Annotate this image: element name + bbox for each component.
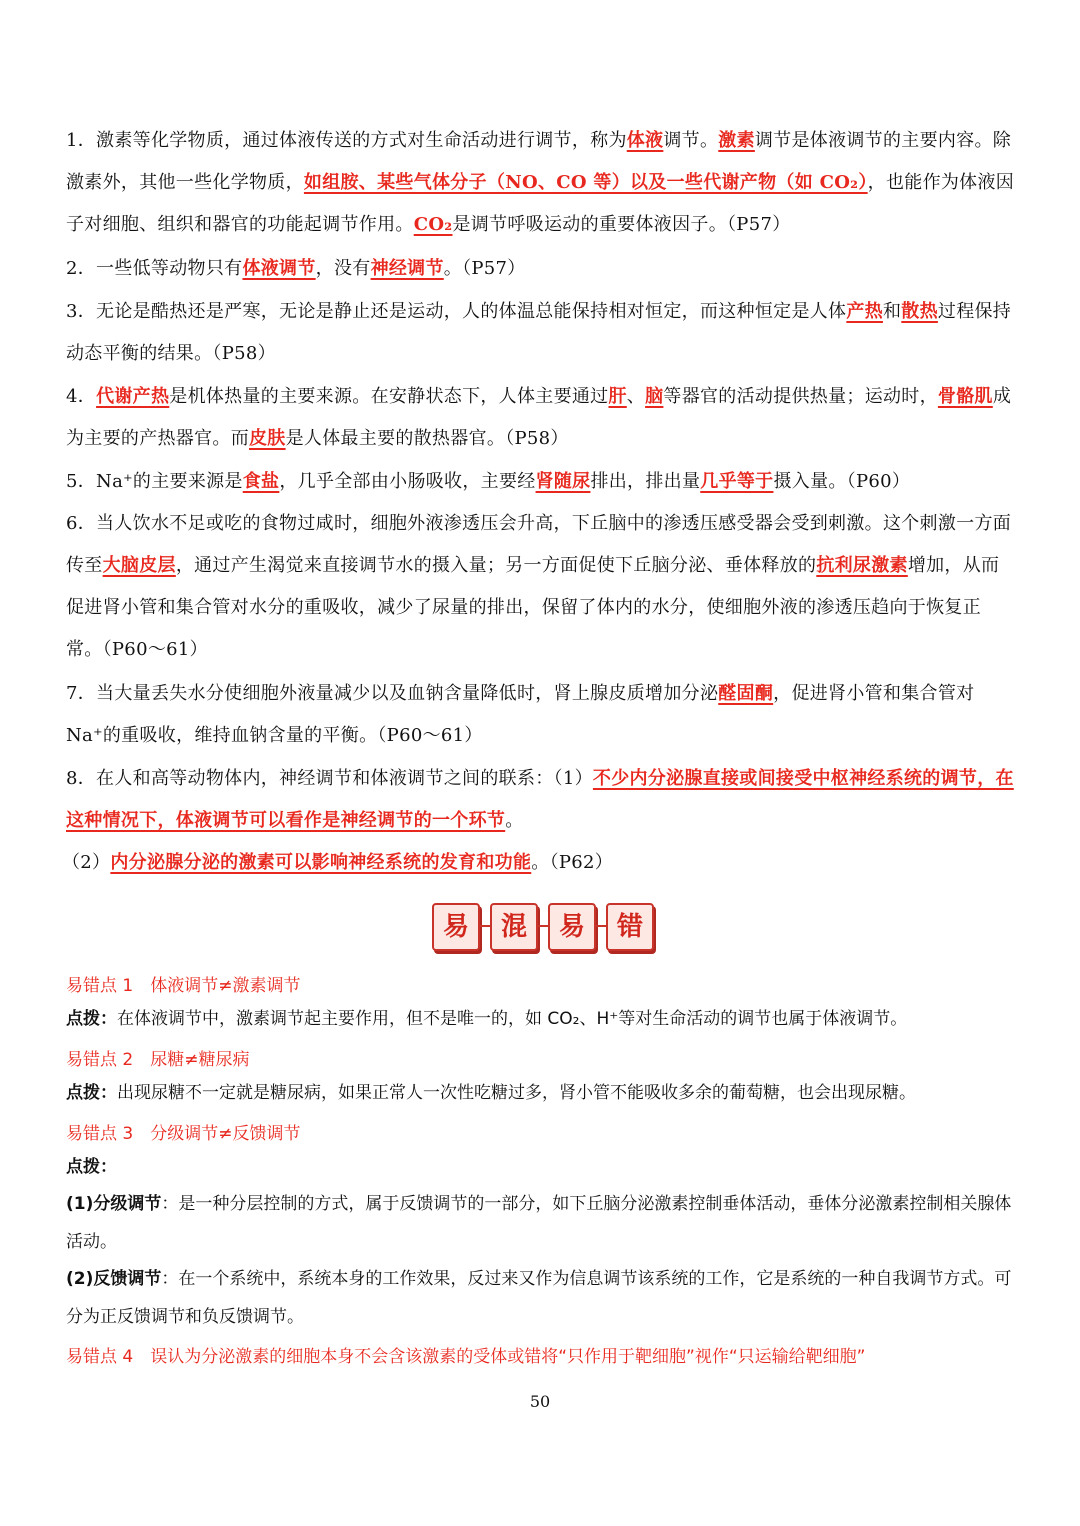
text-segment: 3．无论是酷热还是严寒，无论是静止还是运动，人的体温总能保持相对恒定，而这种恒定是人体 — [66, 301, 847, 322]
text-segment: 排出，排出量 — [590, 471, 701, 492]
item-8-part2 — [62, 842, 1012, 884]
error-point-1-title: 易错点 1 体液调节≠激素调节 — [66, 976, 301, 996]
text-segment: ，几乎全部由小肠吸收，主要经 — [279, 471, 536, 492]
hierarchical-regulation-text: ：是一种分层控制的方式，属于反馈调节的一部分，如下丘脑分泌激素控制垂体活动，垂体分泌激素控制相关腺体活动。 — [66, 1194, 1012, 1252]
key-term: CO₂ — [413, 214, 453, 235]
text-segment: ，通过产生渴觉来直接调节水的摄入量；另一方面促使下丘脑分泌、垂体释放的 — [175, 555, 817, 576]
key-term: 体液 — [626, 130, 664, 151]
text-segment: 是人体最主要的散热器官。（P58） — [285, 428, 569, 449]
text-segment: 、 — [626, 386, 646, 407]
text-segment: 4． — [66, 386, 97, 407]
text-segment: 1．激素等化学物质，通过体液传送的方式对生命活动进行调节，称为 — [66, 130, 627, 151]
item-5 — [66, 461, 1016, 503]
key-term: 肾随尿 — [535, 471, 591, 492]
error-point-3-title: 易错点 3 分级调节≠反馈调节 — [66, 1124, 301, 1144]
text-segment: 等器官的活动提供热量；运动时， — [663, 386, 938, 407]
page-number: 50 — [529, 1392, 551, 1411]
error-point-3-label — [66, 1148, 1016, 1186]
item-1 — [66, 120, 1016, 246]
key-term: 皮肤 — [249, 428, 286, 449]
text-segment: ，也能作为体液因子对细胞、组织和器官的功能起调节作用。 — [66, 172, 1015, 235]
key-term: 产热 — [846, 301, 883, 322]
text-segment: 摄入量。（P60） — [773, 471, 911, 492]
key-term: 大脑皮层 — [102, 555, 176, 576]
key-term: 脑 — [645, 386, 664, 407]
banner-char-3: 易 — [548, 903, 596, 951]
key-term: 如组胺、某些气体分子（NO、CO 等）以及一些代谢产物（如 CO₂） — [303, 172, 868, 193]
key-term: 散热 — [901, 301, 938, 322]
key-term: 肝 — [608, 386, 627, 407]
key-term: 代谢产热 — [96, 386, 170, 407]
text-segment: 过程保持动态平衡的结果。（P58） — [66, 301, 1012, 364]
item-3 — [66, 291, 1016, 375]
error-point-3-part1 — [66, 1185, 1016, 1261]
key-term: 体液调节 — [242, 258, 316, 279]
error-point-4-title: 易错点 4 误认为分泌激素的细胞本身不会含该激素的受体或错将“只作用于靶细胞”视作“只运输给靶细胞” — [66, 1347, 866, 1367]
easy-mistake-banner — [432, 903, 654, 955]
banner-char-4: 错 — [606, 903, 654, 951]
text-segment: 。（P62） — [531, 852, 614, 873]
banner-char-2: 混 — [490, 903, 538, 951]
key-term: 激素 — [718, 130, 755, 151]
feedback-regulation-text: ：在一个系统中，系统本身的工作效果，反过来又作为信息调节该系统的工作，它是系统的一种自我调节方式。可分为正反馈调节和负反馈调节。 — [66, 1269, 1012, 1327]
item-4 — [66, 376, 1016, 460]
text-segment: 6．当人饮水不足或吃的食物过咸时，细胞外液渗透压会升高，下丘脑中的渗透压感受器会受到刺激。这个刺激一方面传至 — [66, 513, 1012, 576]
hint-text: 出现尿糖不一定就是糖尿病，如果正常人一次性吃糖过多，肾小管不能吸收多余的葡萄糖，也会出现尿糖。 — [117, 1083, 916, 1103]
error-point-2-title: 易错点 2 尿糖≠糖尿病 — [66, 1050, 250, 1070]
key-term: 醛固酮 — [718, 683, 774, 704]
key-term: 神经调节 — [370, 258, 444, 279]
key-term: 内分泌腺分泌的激素可以影响神经系统的发育和功能 — [110, 852, 532, 873]
text-segment: ，没有 — [315, 258, 371, 279]
text-segment: 7．当大量丢失水分使细胞外液量减少以及血钠含量降低时，肾上腺皮质增加分泌 — [66, 683, 719, 704]
text-segment: 8．在人和高等动物体内，神经调节和体液调节之间的联系：（1） — [66, 768, 593, 789]
text-segment: 调节。 — [663, 130, 719, 151]
key-term: 骨骼肌 — [937, 386, 993, 407]
item-6 — [66, 503, 1016, 671]
feedback-regulation-label: (2)反馈调节 — [66, 1269, 162, 1289]
text-segment: 成为主要的产热器官。而 — [66, 386, 1012, 449]
text-segment: 。 — [505, 810, 524, 831]
hierarchical-regulation-label: (1)分级调节 — [66, 1194, 162, 1214]
error-point-3-part2 — [66, 1260, 1016, 1336]
key-term: 食盐 — [242, 471, 280, 492]
text-segment: （2） — [62, 852, 111, 873]
error-point-1-body — [66, 1000, 1016, 1038]
item-2 — [66, 248, 1016, 290]
text-segment: 是调节呼吸运动的重要体液因子。（P57） — [452, 214, 791, 235]
banner-char-1: 易 — [432, 903, 480, 951]
text-segment: 增加，从而促进肾小管和集合管对水分的重吸收，减少了尿量的排出，保留了体内的水分，使细胞外液的渗透压趋向于恢复正常。（P60～61） — [66, 555, 1000, 660]
error-point-2-body — [66, 1074, 1016, 1112]
text-segment: ，促进肾小管和集合管对 Na⁺的重吸收，维持血钠含量的平衡。（P60～61） — [66, 683, 975, 746]
text-segment: 。（P57） — [443, 258, 526, 279]
hint-label: 点拨： — [66, 1009, 117, 1029]
hint-label: 点拨： — [66, 1083, 117, 1103]
text-segment: 2．一些低等动物只有 — [66, 258, 243, 279]
key-term: 抗利尿激素 — [816, 555, 908, 576]
hint-text: 在体液调节中，激素调节起主要作用，但不是唯一的，如 CO₂、H⁺等对生命活动的调节也属于体液调节。 — [117, 1009, 908, 1029]
key-term: 几乎等于 — [700, 471, 774, 492]
item-8 — [66, 758, 1016, 842]
text-segment: 是机体热量的主要来源。在安静状态下，人体主要通过 — [169, 386, 609, 407]
text-segment: 和 — [882, 301, 902, 322]
item-7 — [66, 673, 1016, 757]
text-segment: 5．Na⁺的主要来源是 — [66, 471, 243, 492]
key-term: 不少内分泌腺直接或间接受中枢神经系统的调节，在这种情况下，体液调节可以看作是神经调节的一个环节 — [66, 768, 1014, 831]
hint-label: 点拨： — [66, 1157, 117, 1177]
text-segment: 调节是体液调节的主要内容。除激素外，其他一些化学物质， — [66, 130, 1012, 193]
